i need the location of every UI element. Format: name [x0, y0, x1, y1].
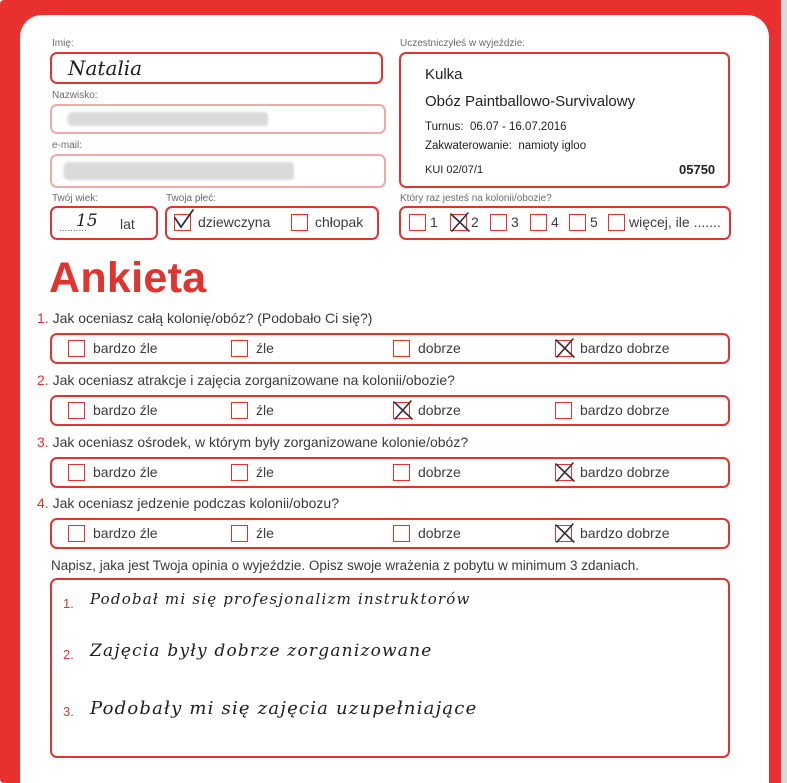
question-number: 1.	[37, 310, 53, 326]
answer-option-label: źle	[256, 402, 274, 418]
surname-label: Nazwisko:	[52, 90, 98, 101]
times-option-label: 3	[511, 214, 519, 230]
answer-checkbox[interactable]	[68, 464, 85, 481]
answer-cross-mark	[391, 398, 415, 422]
times-option-label: 2	[471, 214, 479, 230]
question-text	[37, 434, 468, 450]
opinion-line-text: Podobał mi się profesjonalizm instruktorów	[90, 590, 471, 608]
opinion-prompt: Napisz, jaka jest Twoja opinia o wyjeździe. Opisz swoje wrażenia z pobytu w minimum 3 zdaniach.	[51, 558, 640, 573]
question-label: Jak oceniasz całą kolonię/obóz? (Podobało Ci się?)	[52, 310, 373, 326]
name-field[interactable]	[50, 52, 383, 84]
email-label: e-mail:	[52, 140, 83, 151]
camp-term	[425, 121, 567, 133]
camp-term-value: 06.07 - 16.07.2016	[469, 121, 567, 133]
times-option-label: 1	[430, 214, 438, 230]
surname-redaction	[68, 112, 268, 126]
camp-organizer: Kulka	[425, 66, 463, 83]
answer-checkbox[interactable]	[231, 402, 248, 419]
opinion-line-number: 3.	[63, 704, 74, 719]
name-label: Imię:	[52, 38, 74, 49]
opinion-line-text: Zajęcia były dobrze zorganizowane	[90, 641, 433, 661]
question-text	[37, 310, 372, 326]
times-checkbox[interactable]	[530, 214, 547, 231]
question-text	[37, 495, 339, 511]
answer-cross-mark	[553, 336, 577, 360]
age-label: Twój wiek:	[52, 193, 99, 204]
times-label: Który raz jesteś na kolonii/obozie?	[400, 193, 552, 204]
gender-option-label: chłopak	[315, 214, 364, 230]
answer-option-label: źle	[256, 464, 274, 480]
times-option-label: więcej, ile .......	[629, 214, 721, 230]
answer-option-label: bardzo źle	[93, 340, 158, 356]
question-label: Jak oceniasz atrakcje i zajęcia zorganizowane na kolonii/obozie?	[52, 372, 455, 388]
age-field[interactable]	[50, 206, 158, 240]
camp-code: KUI 02/07/1	[425, 164, 484, 176]
answer-option-label: dobrze	[418, 464, 461, 480]
question-label: Jak oceniasz ośrodek, w którym były zorganizowane kolonie/obóz?	[52, 434, 469, 450]
camp-accommodation-value: namioty igloo	[518, 140, 587, 152]
times-checkbox[interactable]	[409, 214, 426, 231]
name-value: Natalia	[68, 56, 143, 80]
answer-option-label: źle	[256, 340, 274, 356]
camp-accommodation	[425, 140, 586, 152]
camp-info-box	[399, 52, 730, 188]
question-number: 3.	[37, 434, 53, 450]
scan-edge	[781, 0, 787, 783]
answer-checkbox[interactable]	[231, 464, 248, 481]
times-checkbox[interactable]	[490, 214, 507, 231]
answer-cross-mark	[553, 460, 577, 484]
gender-label: Twoja płeć:	[166, 193, 217, 204]
opinion-line-text: Podobały mi się zajęcia uzupełniające	[90, 698, 478, 719]
answer-checkbox[interactable]	[231, 525, 248, 542]
question-number: 4.	[37, 495, 53, 511]
answer-option-label: dobrze	[418, 340, 461, 356]
answer-option-label: bardzo dobrze	[580, 464, 670, 480]
question-label: Jak oceniasz jedzenie podczas kolonii/obozu?	[52, 495, 339, 511]
age-dots: ..........	[59, 223, 87, 234]
answer-checkbox[interactable]	[68, 340, 85, 357]
answer-checkbox[interactable]	[68, 402, 85, 419]
gender-checkbox[interactable]	[291, 214, 308, 231]
survey-title: Ankieta	[49, 254, 207, 302]
opinion-line-number: 1.	[63, 596, 74, 611]
question-text	[37, 372, 455, 388]
times-checkbox[interactable]	[569, 214, 586, 231]
age-value: 15	[76, 211, 98, 231]
answer-option-label: dobrze	[418, 402, 461, 418]
gender-option-label: dziewczyna	[198, 214, 271, 230]
age-unit: lat	[120, 216, 135, 232]
answer-option-label: bardzo dobrze	[580, 340, 670, 356]
surname-field[interactable]	[50, 104, 386, 134]
times-option-label: 4	[551, 214, 559, 230]
camp-name: Obóz Paintballowo-Survivalowy	[425, 93, 636, 110]
times-option-label: 5	[590, 214, 598, 230]
answer-option-label: bardzo dobrze	[580, 402, 670, 418]
opinion-line-number: 2.	[63, 647, 74, 662]
times-checkbox[interactable]	[608, 214, 625, 231]
camp-term-label: Turnus:	[425, 121, 464, 133]
answer-checkbox[interactable]	[68, 525, 85, 542]
answer-option-label: źle	[256, 525, 274, 541]
times-cross-mark	[448, 210, 472, 234]
answer-option-label: bardzo źle	[93, 402, 158, 418]
answer-option-label: bardzo dobrze	[580, 525, 670, 541]
answer-checkbox[interactable]	[393, 464, 410, 481]
answer-option-label: bardzo źle	[93, 525, 158, 541]
camp-label: Uczestniczyłeś w wyjeździe:	[400, 38, 526, 49]
answer-checkbox[interactable]	[231, 340, 248, 357]
email-field[interactable]	[50, 154, 386, 188]
answer-checkbox[interactable]	[393, 340, 410, 357]
answer-checkbox[interactable]	[393, 525, 410, 542]
answer-cross-mark	[553, 521, 577, 545]
answer-checkbox[interactable]	[555, 402, 572, 419]
camp-number: 05750	[679, 162, 716, 177]
answer-option-label: dobrze	[418, 525, 461, 541]
gender-check-mark	[172, 208, 196, 232]
camp-accommodation-label: Zakwaterowanie:	[425, 140, 512, 152]
answer-option-label: bardzo źle	[93, 464, 158, 480]
question-number: 2.	[37, 372, 53, 388]
email-redaction	[64, 162, 294, 180]
